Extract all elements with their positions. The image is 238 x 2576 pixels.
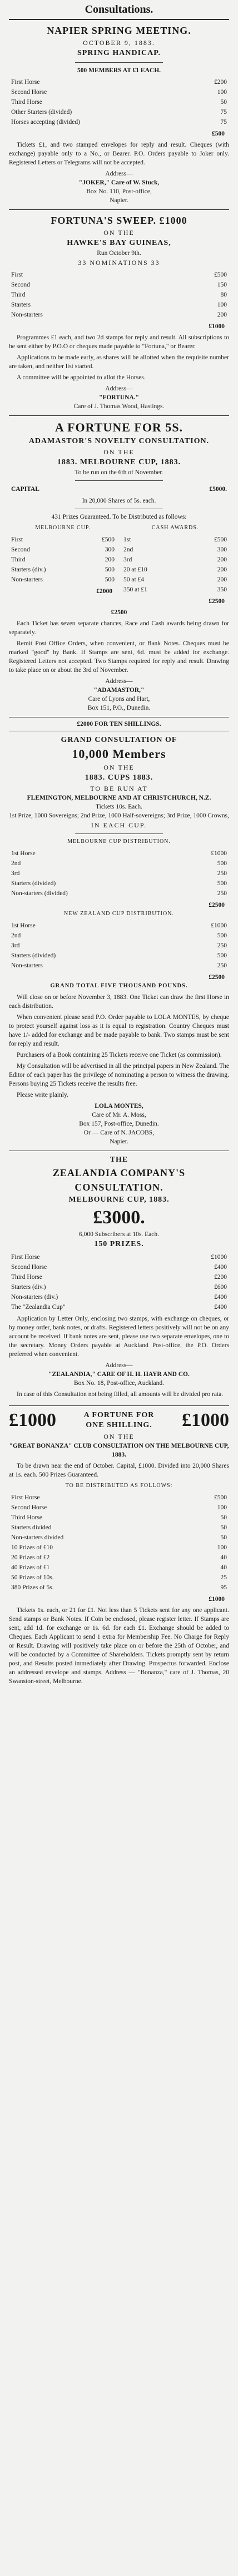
- section-masthead: Consultations.: [9, 2, 229, 20]
- prize-row: [9, 1583, 229, 1593]
- prize-row: [9, 878, 229, 888]
- prize-label: 20 at £10: [123, 566, 147, 573]
- prize-label: 1st Horse: [11, 922, 36, 929]
- prize-amount: £1000: [211, 922, 227, 929]
- ad-body: My Consultation will be advertised in all the principal papers in New Zealand. The Editor of each paper has the privilege of nominating a person to witness the drawing. Persons buying 25 Tickets receive the results free.: [9, 1063, 229, 1087]
- address-line: Box No. 110, Post-office,: [86, 188, 152, 195]
- address-line: Address—: [105, 678, 133, 685]
- ad-title: [9, 1409, 229, 1432]
- prize-amount: 100: [217, 89, 227, 96]
- prize-label: 1st: [123, 536, 131, 543]
- prize-row: [9, 1282, 229, 1292]
- ad-draw: To be drawn near the end of October. Capital, £1000. Divided into 20,000 Shares at 1s. each. 500 Prizes Guaranteed.: [9, 1463, 229, 1478]
- prize-row: [9, 535, 117, 545]
- newspaper-page: [6, 0, 232, 1693]
- ad-club: "GREAT BONANZA" CLUB CONSULTATION ON THE MELBOURNE CUP, 1883.: [9, 1443, 229, 1458]
- ad-body: Applications to be made early, as shares will be allotted when the requisite number are taken, and neither list started.: [9, 354, 229, 370]
- title-amount-right: £1000: [181, 1410, 229, 1430]
- ad-title: NAPIER SPRING MEETING.: [47, 25, 191, 36]
- prize-label: 1st Horse: [11, 850, 36, 857]
- ad-title: A FORTUNE FOR 5S.: [54, 420, 184, 434]
- prize-amount: 300: [105, 546, 115, 553]
- prize-amount: 50: [220, 99, 227, 106]
- prize-label: Second Horse: [11, 89, 47, 96]
- ad-great-bonanza: [9, 1406, 229, 1693]
- ad-title: FORTUNA'S SWEEP. £1000: [51, 215, 187, 226]
- prize-row: [9, 941, 229, 951]
- address-line: Napier.: [110, 1138, 128, 1145]
- prize-row: [9, 931, 229, 941]
- ad-zealandia: [9, 1151, 229, 1406]
- address-line: Care of J. Thomas Wood, Hastings.: [73, 403, 165, 410]
- prize-total: £2000: [96, 588, 112, 595]
- prize-label: Horses accepting (divided): [11, 119, 80, 125]
- prize-amount: 500: [217, 932, 227, 939]
- column-heading: CASH AWARDS.: [151, 525, 199, 531]
- ad-nominations: 33 NOMINATIONS 33: [78, 259, 160, 267]
- prize-amount: £400: [214, 1294, 227, 1300]
- prize-columns: [9, 524, 229, 606]
- prize-total: £1000: [209, 1596, 225, 1603]
- prize-label: Non-starters (divided): [11, 890, 68, 897]
- prize-amount: 500: [105, 576, 115, 583]
- prize-label: 2nd: [11, 860, 21, 867]
- title-line: ONE SHILLING.: [86, 1421, 152, 1429]
- prize-amount: £500: [214, 272, 227, 278]
- prize-row: [9, 858, 229, 868]
- prize-table: [9, 848, 229, 898]
- ad-body: A committee will be appointed to allot the Horses.: [17, 374, 146, 381]
- ad-address: [9, 677, 229, 712]
- prize-table: [9, 535, 117, 585]
- prize-label: Non-starters: [11, 312, 43, 318]
- prize-label: 3rd: [11, 870, 20, 877]
- prize-label: Starters (div.): [11, 566, 46, 573]
- prize-amount: £400: [214, 1304, 227, 1310]
- prize-label: Starters (divided): [11, 880, 56, 887]
- divider: [75, 480, 163, 481]
- prize-amount: £500: [214, 536, 227, 543]
- prize-label: Starters (divided): [11, 952, 56, 959]
- ad-tickets: Tickets 10s. Each.: [96, 804, 142, 810]
- ad-body: Tickets 1s. each, or 21 for £1. Not less than 5 Tickets sent for any one applicant. Send stamps or Bank Notes. If Coin be enclosed, please register letter. If Stamps are sent, add 1d. for exchange or 1s. 6d. for each £1. Exchange should be added to Cheques. Each Applicant to send 1 extra for Membership Fee. No Charge for Reply or Result. Drawing will positively take place on or before the 25th of October, and will be conducted by a Committee of Shareholders. Tickets promptly sent by return post, and Results posted immediately after Drawing. Prospectus forwarded. Enclose an addressed envelope and stamps. Address — "Bonanza," care of J. Thomas, 20 Swanston-street, Melbourne.: [9, 1607, 229, 1685]
- prize-amount: 200: [217, 566, 227, 573]
- ad-body: Programmes £1 each, and two 2d stamps for reply and result. All subscriptions to be sent either by P.O.O or cheques made payable to "Fortuna," or Bearer.: [9, 334, 229, 350]
- prize-row: [9, 270, 229, 280]
- ad-grand-consultation: [9, 731, 229, 1151]
- ad-run: TO BE RUN AT: [90, 785, 148, 792]
- prize-row: [9, 565, 117, 575]
- address-line: "JOKER," Care of W. Stuck,: [78, 179, 160, 186]
- prize-label: Third Horse: [11, 99, 42, 106]
- ad-amount: £3000.: [93, 1207, 145, 1228]
- prize-row: [9, 1523, 229, 1533]
- ad-fortunas-sweep: [9, 210, 229, 416]
- ad-title-top: GRAND CONSULTATION OF: [61, 736, 177, 744]
- prize-row: [9, 97, 229, 107]
- prize-row: [121, 575, 229, 585]
- prize-amount: 250: [217, 870, 227, 877]
- address-line: "FORTUNA.": [98, 394, 140, 401]
- capital-amount: £5000.: [209, 486, 227, 493]
- title-line: A FORTUNE FOR: [83, 1411, 155, 1419]
- prize-label: Other Starters (divided): [11, 109, 72, 116]
- prize-label: First Horse: [11, 1494, 40, 1501]
- ad-body: Tickets £1, and two stamped envelopes for reply and result. Cheques (with exchange) payable only to a No., or Bearer. P.O. Orders payable to Joker only. Registered Letters or Telegrams will not be accepted.: [9, 142, 229, 166]
- title-middle: [84, 1410, 155, 1430]
- ad-address: [9, 1102, 229, 1146]
- prize-label: 20 Prizes of £2: [11, 1554, 50, 1561]
- prize-row: [9, 1553, 229, 1563]
- prize-label: Non-starters: [11, 962, 43, 969]
- cash-column: [121, 524, 229, 606]
- capital-label: CAPITAL: [11, 486, 39, 493]
- prize-table: [9, 921, 229, 971]
- address-line: Or — Care of N. JACOBS,: [83, 1129, 155, 1136]
- prize-label: Non-starters: [11, 576, 43, 583]
- prize-label: First: [11, 536, 23, 543]
- ad-event: MELBOURNE CUP, 1883.: [68, 1196, 170, 1204]
- prize-amount: 95: [220, 1584, 227, 1591]
- distribution-heading: MELBOURNE CUP DISTRIBUTION.: [67, 838, 171, 845]
- prize-label: 2nd: [123, 546, 133, 553]
- prize-amount: 100: [217, 302, 227, 308]
- prize-amount: 500: [217, 952, 227, 959]
- prize-amount: 75: [220, 119, 227, 125]
- prize-label: 350 at £1: [123, 586, 147, 593]
- prize-amount: 100: [217, 1544, 227, 1551]
- prize-label: The "Zealandia Cup": [11, 1304, 66, 1310]
- prize-row: [9, 888, 229, 898]
- address-line: Address—: [105, 1362, 133, 1369]
- prize-total: £500: [212, 130, 225, 137]
- prize-label: 3rd: [11, 942, 20, 949]
- prize-row: [9, 77, 229, 87]
- prize-label: Third Horse: [11, 1274, 42, 1281]
- prize-label: Second Horse: [11, 1504, 47, 1511]
- prize-label: Third: [11, 292, 26, 298]
- address-line: LOLA MONTES,: [95, 1103, 143, 1109]
- prize-row: [121, 545, 229, 555]
- address-line: "ZEALANDIA," CARE OF H. H. HAYR AND CO.: [48, 1371, 190, 1378]
- prize-label: Starters divided: [11, 1524, 52, 1531]
- prize-row: [9, 848, 229, 858]
- prize-row: [9, 87, 229, 97]
- address-line: Box 151, P.O., Dunedin.: [87, 705, 151, 711]
- prize-amount: 50: [220, 1514, 227, 1521]
- ad-date: OCTOBER 9, 1883.: [83, 39, 155, 47]
- prize-row: [9, 117, 229, 127]
- ad-event: 1883. CUPS 1883.: [85, 774, 153, 782]
- ad-body: When convenient please send P.O. Order payable to LOLA MONTES, by cheque to protect yourself against loss as it is equal to registration. Country Cheques must have 1/- added for exchange and be made payable to bank. Two stamps must be sent for reply and result.: [9, 1014, 229, 1047]
- capital-row: [9, 484, 229, 494]
- prize-label: 40 Prizes of £1: [11, 1564, 50, 1571]
- prize-row: [121, 535, 229, 545]
- prize-amount: £500: [102, 536, 115, 543]
- prize-row: [9, 1272, 229, 1282]
- ad-title: 10,000 Members: [72, 747, 166, 761]
- prize-label: 3rd: [123, 556, 132, 563]
- prize-amount: £1000: [211, 1254, 227, 1261]
- ad-body: Purchasers of a Book containing 25 Tickets receive one Ticket (as commission).: [17, 1052, 222, 1058]
- prize-amount: £400: [214, 1264, 227, 1271]
- ad-on-the: ON THE: [103, 1433, 135, 1440]
- prize-row: [9, 961, 229, 971]
- prize-row: [9, 290, 229, 300]
- ad-each-cup: IN EACH CUP.: [91, 821, 147, 829]
- prize-label: Second: [11, 546, 30, 553]
- ad-shares: In 20,000 Shares of 5s. each.: [82, 498, 156, 504]
- ad-shares: 6,000 Subscribers at 10s. Each.: [78, 1231, 160, 1238]
- prize-amount: 50: [220, 1534, 227, 1541]
- prize-total: £2500: [209, 902, 225, 908]
- prize-row: [9, 868, 229, 878]
- prize-label: First: [11, 272, 23, 278]
- prize-table: [121, 535, 229, 595]
- ad-body: Will close on or before November 3, 1883. One Ticket can draw the first Horse in each distribution.: [9, 994, 229, 1010]
- grand-total: GRAND TOTAL FIVE THOUSAND POUNDS.: [50, 983, 188, 989]
- prize-label: Non-starters (div.): [11, 1294, 58, 1300]
- prize-row: [9, 1563, 229, 1573]
- prize-label: Non-starters divided: [11, 1534, 64, 1541]
- ad-banner: £2000 FOR TEN SHILLINGS.: [9, 717, 229, 731]
- ad-adamastor: [9, 416, 229, 717]
- prize-row: [9, 575, 117, 585]
- ad-prize-count: 150 PRIZES.: [94, 1240, 144, 1248]
- prize-row: [9, 1292, 229, 1302]
- capital-table: [9, 484, 229, 494]
- ad-napier-spring-meeting: [9, 20, 229, 210]
- ad-address: [9, 169, 229, 205]
- prize-amount: 100: [217, 1504, 227, 1511]
- prize-amount: 250: [217, 942, 227, 949]
- prize-amount: 40: [220, 1564, 227, 1571]
- ad-address: [9, 384, 229, 411]
- prize-row: [9, 1302, 229, 1312]
- ad-places: FLEMINGTON, MELBOURNE AND AT CHRISTCHURCH, N.Z.: [27, 795, 211, 801]
- prize-total: £1000: [209, 323, 225, 330]
- prize-label: First Horse: [11, 79, 40, 86]
- prize-amount: 300: [217, 546, 227, 553]
- ad-body: Please write plainly.: [17, 1092, 68, 1098]
- prize-label: 2nd: [11, 932, 21, 939]
- address-line: Box 157, Post-office, Dunedin.: [79, 1121, 159, 1127]
- prize-row: [9, 300, 229, 310]
- prize-amount: 500: [105, 566, 115, 573]
- prize-total: £2500: [209, 598, 225, 605]
- prize-amount: 150: [217, 282, 227, 288]
- prize-amount: £200: [214, 79, 227, 86]
- prize-table: [9, 1493, 229, 1593]
- prize-row: [121, 565, 229, 575]
- prize-row: [121, 585, 229, 595]
- prize-row: [9, 1573, 229, 1583]
- prize-amount: £200: [214, 1274, 227, 1281]
- prize-amount: £500: [214, 1494, 227, 1501]
- ad-body: Remit Post Office Orders, when convenient, or Bank Notes. Cheques must be marked "good" by Bank. If Stamps are sent, 6d. must be added for exchange. Registered Letters not accepted. Two Stamps required for reply and result. Drawing to take place on or about the 3rd of November.: [9, 640, 229, 674]
- prize-row: [9, 1493, 229, 1503]
- ad-event: 1883. MELBOURNE CUP, 1883.: [57, 458, 181, 466]
- ad-on-the: ON THE: [103, 448, 135, 456]
- column-heading: MELBOURNE CUP.: [35, 525, 91, 531]
- prize-amount: 200: [217, 312, 227, 318]
- address-line: Box No. 18, Post-office, Auckland.: [73, 1380, 165, 1387]
- address-line: Care of Mr. A. Moss,: [92, 1112, 146, 1118]
- prize-label: First Horse: [11, 1254, 40, 1261]
- prize-row: [9, 921, 229, 931]
- ad-prizes-line: 1st Prize, 1000 Sovereigns; 2nd Prize, 1000 Half-sovereigns; 3rd Prize, 1000 Crowns,: [9, 812, 229, 819]
- divider: [75, 62, 163, 63]
- ad-guaranteed: 431 Prizes Guaranteed. To be Distributed as follows:: [51, 514, 187, 520]
- prize-row: [9, 280, 229, 290]
- prize-amount: £1000: [211, 850, 227, 857]
- ad-subtitle: ADAMASTOR'S NOVELTY CONSULTATION.: [28, 437, 210, 445]
- prize-table: [9, 270, 229, 320]
- ad-event: HAWKE'S BAY GUINEAS,: [67, 239, 171, 247]
- ad-subtitle: 500 MEMBERS AT £1 EACH.: [77, 67, 161, 74]
- prize-amount: 250: [217, 962, 227, 969]
- cup-column: [9, 524, 117, 606]
- ad-on-the: ON THE: [103, 764, 135, 771]
- prize-amount: 250: [217, 890, 227, 897]
- prize-amount: 200: [105, 556, 115, 563]
- prize-row: [9, 1533, 229, 1543]
- ad-title: ZEALANDIA COMPANY'S CONSULTATION.: [52, 1167, 186, 1193]
- address-line: Address—: [105, 170, 133, 177]
- prize-row: [9, 1503, 229, 1513]
- grand-total: £2500: [111, 609, 127, 616]
- distribution-heading: NEW ZEALAND CUP DISTRIBUTION.: [64, 911, 174, 917]
- prize-total: £2500: [209, 974, 225, 981]
- address-line: Address—: [105, 385, 133, 392]
- prize-amount: 75: [220, 109, 227, 116]
- prize-row: [9, 1543, 229, 1553]
- prize-amount: £600: [214, 1284, 227, 1290]
- prize-row: [121, 555, 229, 565]
- divider: [75, 833, 163, 834]
- prize-row: [9, 555, 117, 565]
- prize-amount: 50: [220, 1524, 227, 1531]
- address-line: Napier.: [110, 197, 128, 204]
- prize-label: Starters (div.): [11, 1284, 46, 1290]
- prize-row: [9, 107, 229, 117]
- prize-amount: 500: [217, 880, 227, 887]
- prize-amount: 200: [217, 576, 227, 583]
- prize-row: [9, 1262, 229, 1272]
- address-line: "ADAMASTOR,": [93, 687, 145, 694]
- ad-run-date: To be run on the 6th of November.: [75, 469, 163, 476]
- distribution-heading: TO BE DISTRIBUTED AS FOLLOWS:: [65, 1483, 173, 1489]
- prize-row: [9, 1513, 229, 1523]
- prize-label: 50 Prizes of 10s.: [11, 1574, 54, 1581]
- prize-label: 380 Prizes of 5s.: [11, 1584, 54, 1591]
- ad-body: In case of this Consultation not being filled, all amounts will be divided pro rata.: [17, 1391, 224, 1398]
- prize-label: Starters: [11, 302, 31, 308]
- prize-row: [9, 1252, 229, 1262]
- prize-amount: 350: [217, 586, 227, 593]
- prize-amount: 40: [220, 1554, 227, 1561]
- prize-amount: 25: [220, 1574, 227, 1581]
- prize-label: Third: [11, 556, 26, 563]
- ad-event: SPRING HANDICAP.: [77, 49, 161, 57]
- prize-row: [9, 310, 229, 320]
- prize-table: [9, 77, 229, 127]
- ad-body: Application by Letter Only, enclosing two stamps, with exchange on cheques, or by money order, bank notes, or drafts. Registered letters positively will not be on any account be received. If bank notes are sent, please use two separate envelopes, one to the secretary. Money Orders payable at Auckland Post-office, the P.O. Orders preferred when convenient.: [9, 1315, 229, 1358]
- address-line: Care of Lyons and Hart,: [88, 696, 150, 702]
- prize-label: 50 at £4: [123, 576, 145, 583]
- ad-body: Each Ticket has seven separate chances, Race and Cash awards being drawn for separately.: [9, 620, 229, 636]
- prize-row: [9, 545, 117, 555]
- prize-amount: 80: [220, 292, 227, 298]
- title-amount-left: £1000: [9, 1410, 56, 1430]
- ad-on-the: ON THE: [103, 229, 135, 237]
- prize-label: Second Horse: [11, 1264, 47, 1271]
- prize-label: Second: [11, 282, 30, 288]
- ad-address: [9, 1361, 229, 1388]
- prize-table: [9, 1252, 229, 1312]
- prize-amount: 200: [217, 556, 227, 563]
- ad-title-top: THE: [110, 1156, 128, 1164]
- prize-row: [9, 951, 229, 961]
- prize-label: 10 Prizes of £10: [11, 1544, 53, 1551]
- ad-date: Run October 9th.: [97, 250, 141, 257]
- prize-amount: 500: [217, 860, 227, 867]
- prize-label: Third Horse: [11, 1514, 42, 1521]
